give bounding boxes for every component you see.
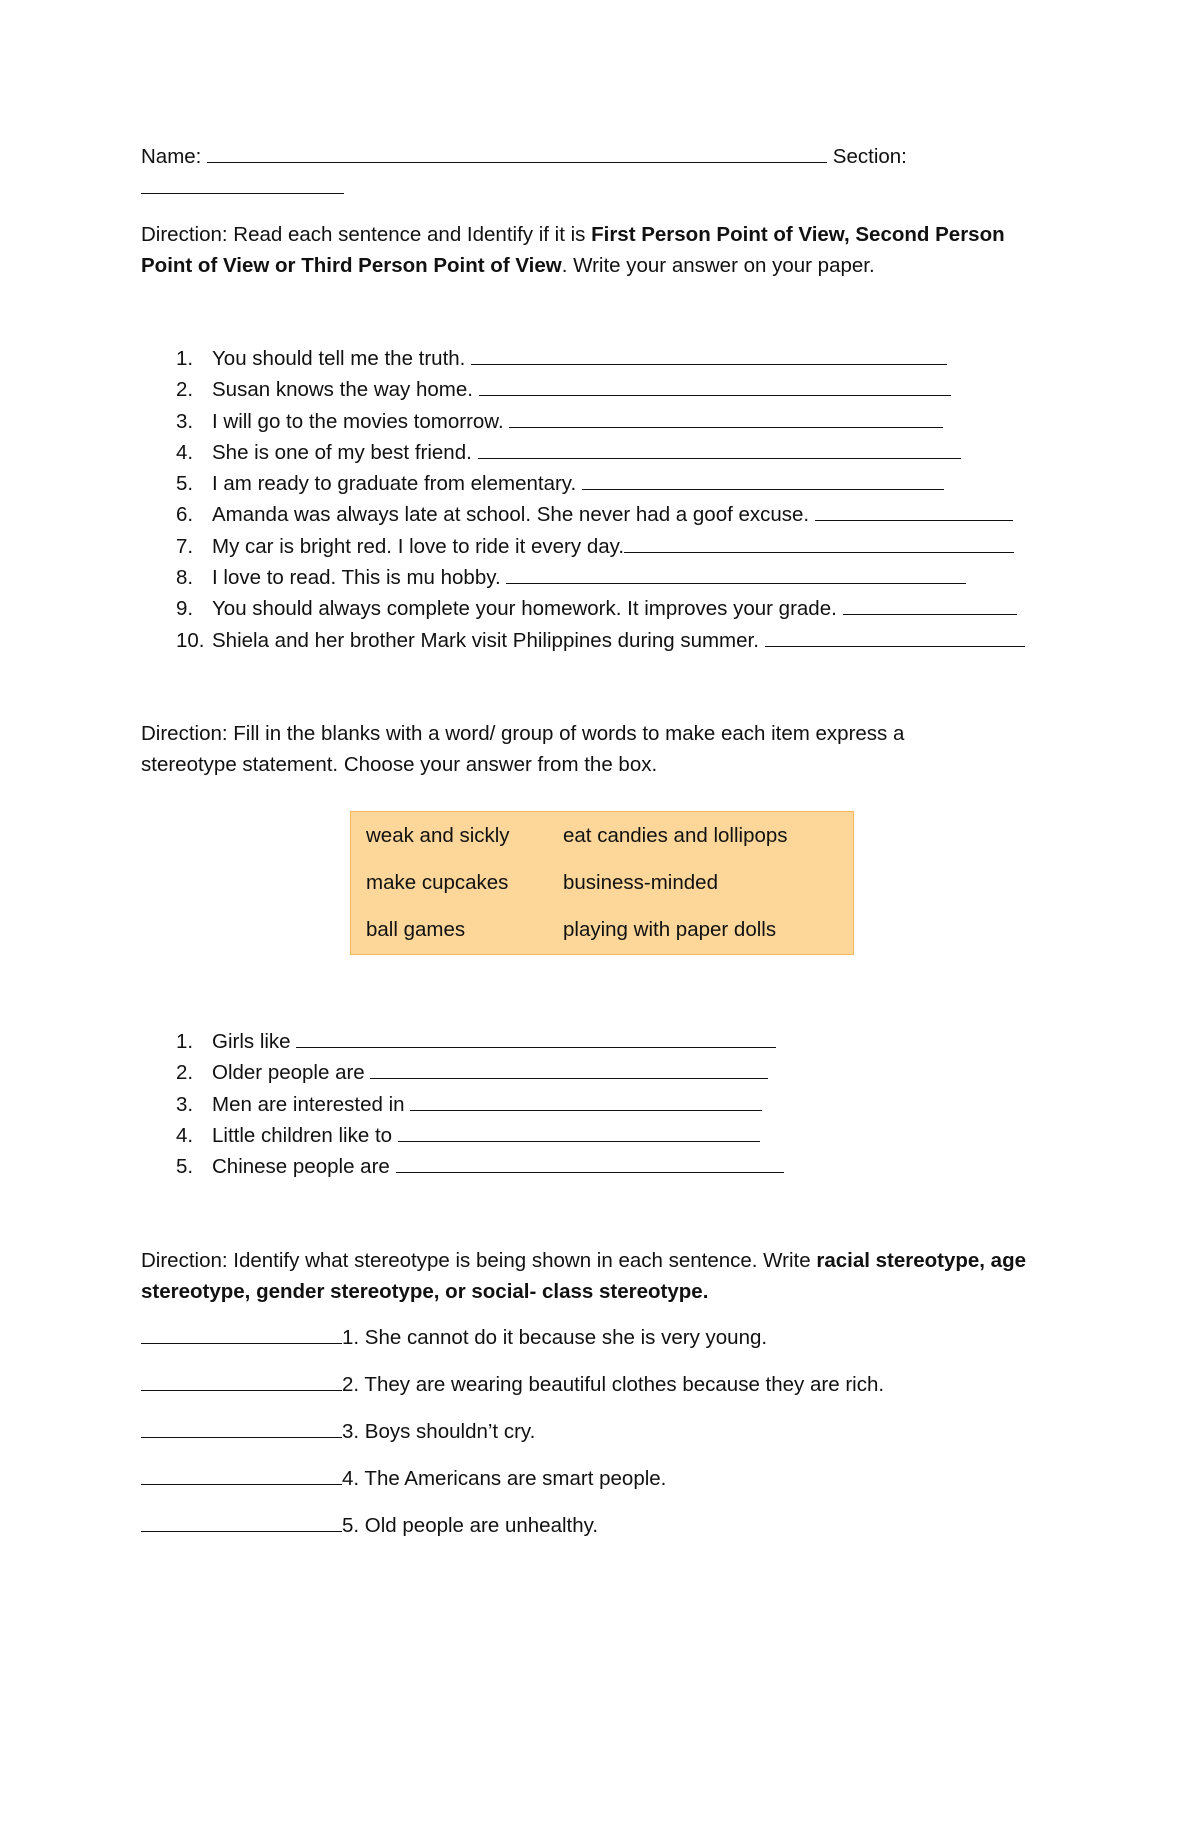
answer-blank[interactable] bbox=[815, 519, 1013, 521]
list-item: 2. Susan knows the way home. bbox=[141, 374, 1071, 405]
list-item: 8. I love to read. This is mu hobby. bbox=[141, 562, 1071, 593]
section-label: Section: bbox=[832, 145, 907, 168]
list-item: 5. Chinese people are bbox=[141, 1151, 1071, 1182]
header-line bbox=[141, 141, 1071, 172]
word-choice: make cupcakes bbox=[366, 871, 509, 894]
answer-blank[interactable] bbox=[509, 426, 943, 428]
answer-blank[interactable] bbox=[624, 551, 1014, 553]
direction-1: Direction: Read each sentence and Identify if it is First Person Point of View, Second Person Point of View or Third Person Point of View. Write your answer on your paper. bbox=[141, 223, 1005, 277]
list-item: 5. Old people are unhealthy. bbox=[141, 1511, 598, 1541]
answer-blank[interactable] bbox=[141, 1389, 342, 1391]
word-choice: eat candies and lollipops bbox=[563, 824, 788, 847]
word-choice: business-minded bbox=[563, 871, 718, 894]
list-item: 6. Amanda was always late at school. She never had a goof excuse. bbox=[141, 499, 1071, 530]
word-choice: ball games bbox=[366, 918, 466, 941]
word-choice-box bbox=[350, 811, 854, 955]
list-item: 1. She cannot do it because she is very young. bbox=[141, 1323, 767, 1353]
answer-blank[interactable] bbox=[582, 488, 944, 490]
list-item: 7. My car is bright red. I love to ride it every day. bbox=[141, 531, 1071, 562]
list-item: 2. Older people are bbox=[141, 1057, 1071, 1088]
answer-blank[interactable] bbox=[479, 394, 951, 396]
list-item: 4. The Americans are smart people. bbox=[141, 1464, 666, 1494]
pov-question-list bbox=[141, 343, 1071, 656]
answer-blank[interactable] bbox=[141, 1436, 342, 1438]
list-item: 4. She is one of my best friend. bbox=[141, 437, 1071, 468]
answer-blank[interactable] bbox=[398, 1140, 760, 1142]
answer-blank[interactable] bbox=[296, 1046, 776, 1048]
list-item: 3. I will go to the movies tomorrow. bbox=[141, 406, 1071, 437]
fill-in-list bbox=[141, 1026, 1071, 1182]
answer-blank[interactable] bbox=[843, 613, 1017, 615]
section-line bbox=[141, 172, 1071, 203]
word-choice: playing with paper dolls bbox=[563, 918, 777, 941]
answer-blank[interactable] bbox=[370, 1077, 768, 1079]
list-item: 3. Boys shouldn’t cry. bbox=[141, 1417, 535, 1447]
section-blank[interactable] bbox=[141, 192, 344, 194]
direction-2: Direction: Fill in the blanks with a word/ group of words to make each item express a stereotype statement. Choose your answer from the box. bbox=[141, 722, 905, 776]
list-item: 2. They are wearing beautiful clothes because they are rich. bbox=[141, 1370, 884, 1400]
list-item: 3. Men are interested in bbox=[141, 1089, 1071, 1120]
list-item: 1. You should tell me the truth. bbox=[141, 343, 1071, 374]
list-item: 9. You should always complete your homework. It improves your grade. bbox=[141, 593, 1071, 624]
direction-3: Direction: Identify what stereotype is being shown in each sentence. Write racial stereotype, age stereotype, gender stereotype, or social- class stereotype. bbox=[141, 1249, 1027, 1303]
name-blank[interactable] bbox=[207, 161, 827, 163]
answer-blank[interactable] bbox=[141, 1530, 342, 1532]
list-item: 1. Girls like bbox=[141, 1026, 1071, 1057]
list-item: 10. Shiela and her brother Mark visit Philippines during summer. bbox=[141, 625, 1071, 656]
list-item: 5. I am ready to graduate from elementary. bbox=[141, 468, 1071, 499]
word-choice: weak and sickly bbox=[366, 824, 510, 847]
answer-blank[interactable] bbox=[765, 645, 1025, 647]
answer-blank[interactable] bbox=[410, 1109, 762, 1111]
answer-blank[interactable] bbox=[396, 1171, 784, 1173]
list-item: 4. Little children like to bbox=[141, 1120, 1071, 1151]
answer-blank[interactable] bbox=[471, 363, 947, 365]
answer-blank[interactable] bbox=[506, 582, 966, 584]
answer-blank[interactable] bbox=[141, 1342, 342, 1344]
answer-blank[interactable] bbox=[478, 457, 961, 459]
answer-blank[interactable] bbox=[141, 1483, 342, 1485]
name-label: Name: bbox=[141, 145, 202, 168]
